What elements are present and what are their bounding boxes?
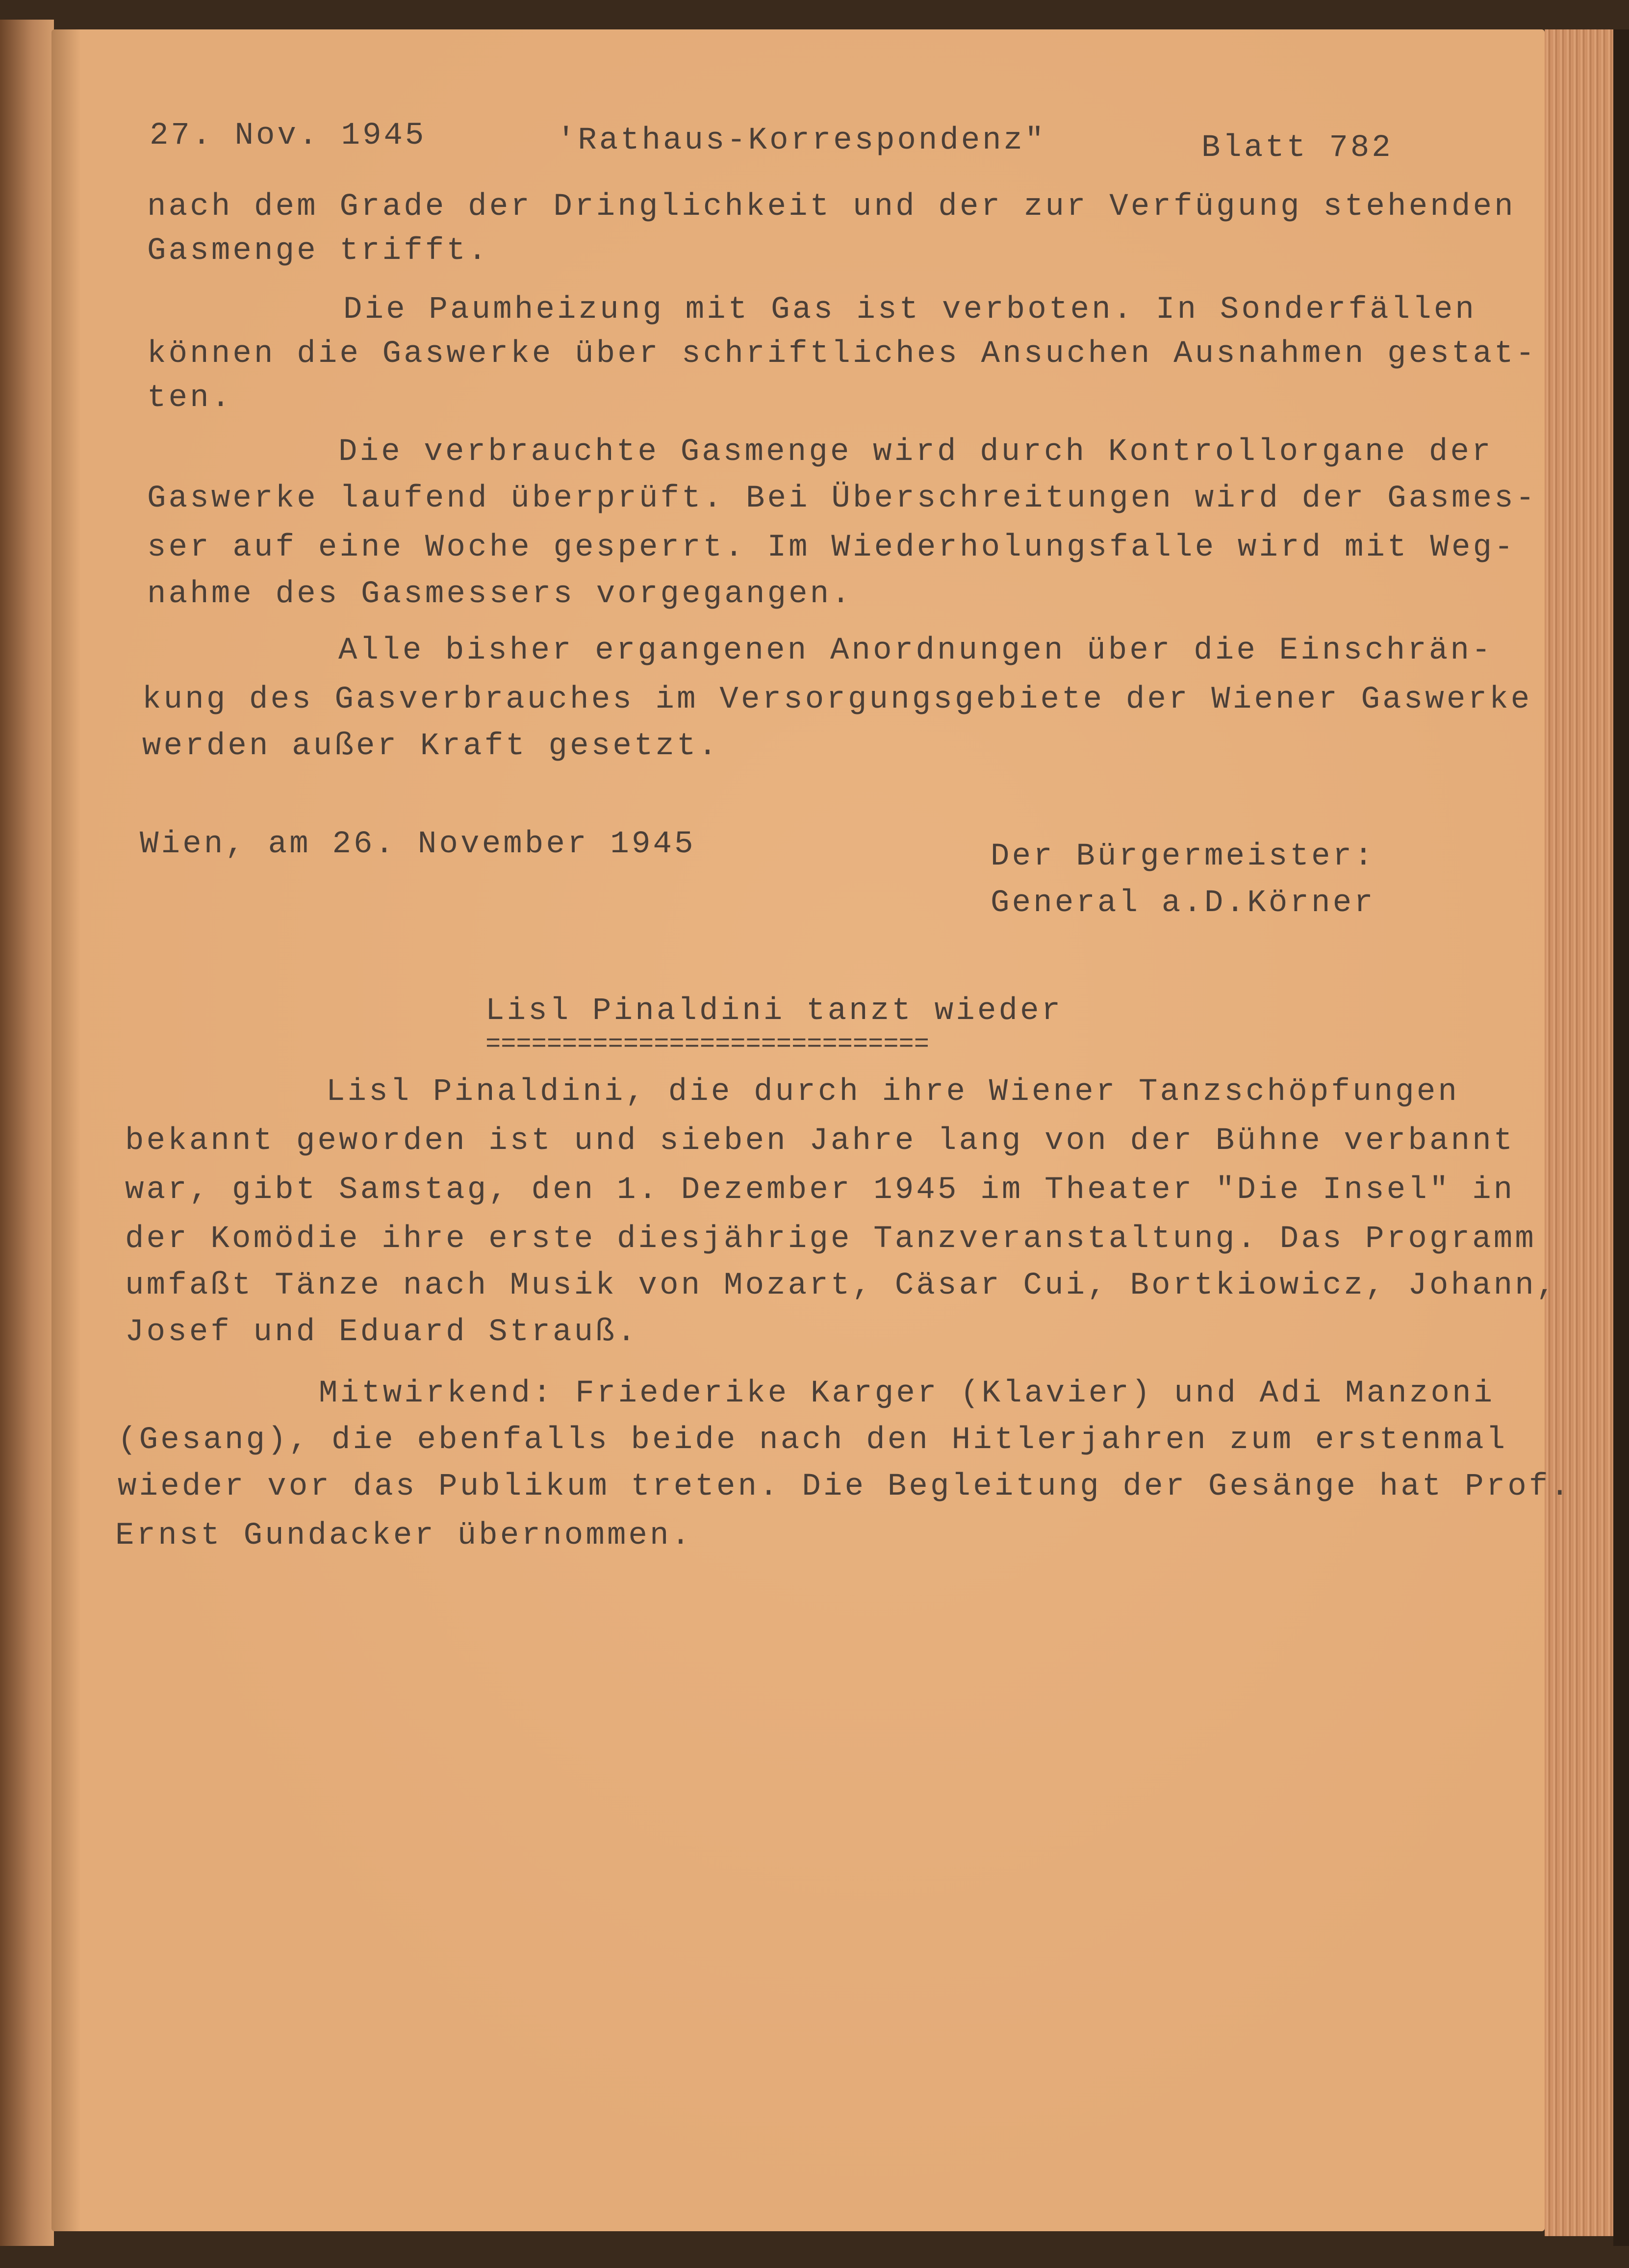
binding-edge xyxy=(0,20,54,2246)
article-heading: Lisl Pinaldini tanzt wieder xyxy=(485,994,1063,1029)
header-title: 'Rathaus-Korrespondenz" xyxy=(557,123,1046,158)
body-line: können die Gaswerke über schriftliches Ansuchen Ausnahmen gestat- xyxy=(147,336,1537,372)
body-line: der Komödie ihre erste diesjährige Tanzveranstaltung. Das Programm xyxy=(125,1222,1537,1257)
body-line: Die verbrauchte Gasmenge wird durch Kontrollorgane der xyxy=(338,434,1493,470)
heading-underline: ============================= xyxy=(485,1030,929,1059)
place-date: Wien, am 26. November 1945 xyxy=(140,827,696,862)
body-line: Lisl Pinaldini, die durch ihre Wiener Tanzschöpfungen xyxy=(326,1074,1460,1110)
page-edge-shadow xyxy=(1613,29,1629,2246)
body-line: ten. xyxy=(147,381,233,416)
body-line: nahme des Gasmessers vorgegangen. xyxy=(147,577,853,612)
body-line: umfaßt Tänze nach Musik von Mozart, Cäsar Cui, Bortkiowicz, Johann, xyxy=(125,1268,1558,1303)
body-line: Gasmenge trifft. xyxy=(147,233,489,269)
signatory-name: General a.D.Körner xyxy=(991,886,1375,921)
body-line: werden außer Kraft gesetzt. xyxy=(142,729,720,764)
body-line: wieder vor das Publikum treten. Die Begleitung der Gesänge hat Prof. xyxy=(118,1469,1572,1504)
body-line: Josef und Eduard Strauß. xyxy=(125,1315,638,1350)
body-line: kung des Gasverbrauches im Versorgungsgebiete der Wiener Gaswerke xyxy=(142,682,1532,717)
body-line: (Gesang), die ebenfalls beide nach den Hitlerjahren zum erstenmal xyxy=(118,1423,1508,1458)
body-line: ser auf eine Woche gesperrt. Im Wiederholungsfalle wird mit Weg- xyxy=(147,530,1516,565)
body-line: Die Paumheizung mit Gas ist verboten. In Sonderfällen xyxy=(343,292,1477,328)
header-sheet-number: Blatt 782 xyxy=(1201,130,1393,166)
stacked-page-edges xyxy=(1545,29,1613,2236)
header-date: 27. Nov. 1945 xyxy=(150,118,427,153)
body-line: war, gibt Samstag, den 1. Dezember 1945 im Theater "Die Insel" in xyxy=(125,1172,1515,1208)
body-line: Gaswerke laufend überprüft. Bei Überschreitungen wird der Gasmes- xyxy=(147,481,1537,516)
body-line: Mitwirkend: Friederike Karger (Klavier) und Adi Manzoni xyxy=(319,1376,1495,1411)
body-line: nach dem Grade der Dringlichkeit und der zur Verfügung stehenden xyxy=(147,189,1516,225)
body-line: Alle bisher ergangenen Anordnungen über die Einschrän- xyxy=(338,633,1493,668)
body-line: Ernst Gundacker übernommen. xyxy=(115,1518,693,1554)
body-line: bekannt geworden ist und sieben Jahre lang von der Bühne verbannt xyxy=(125,1123,1515,1159)
signatory-role: Der Bürgermeister: xyxy=(991,839,1375,874)
